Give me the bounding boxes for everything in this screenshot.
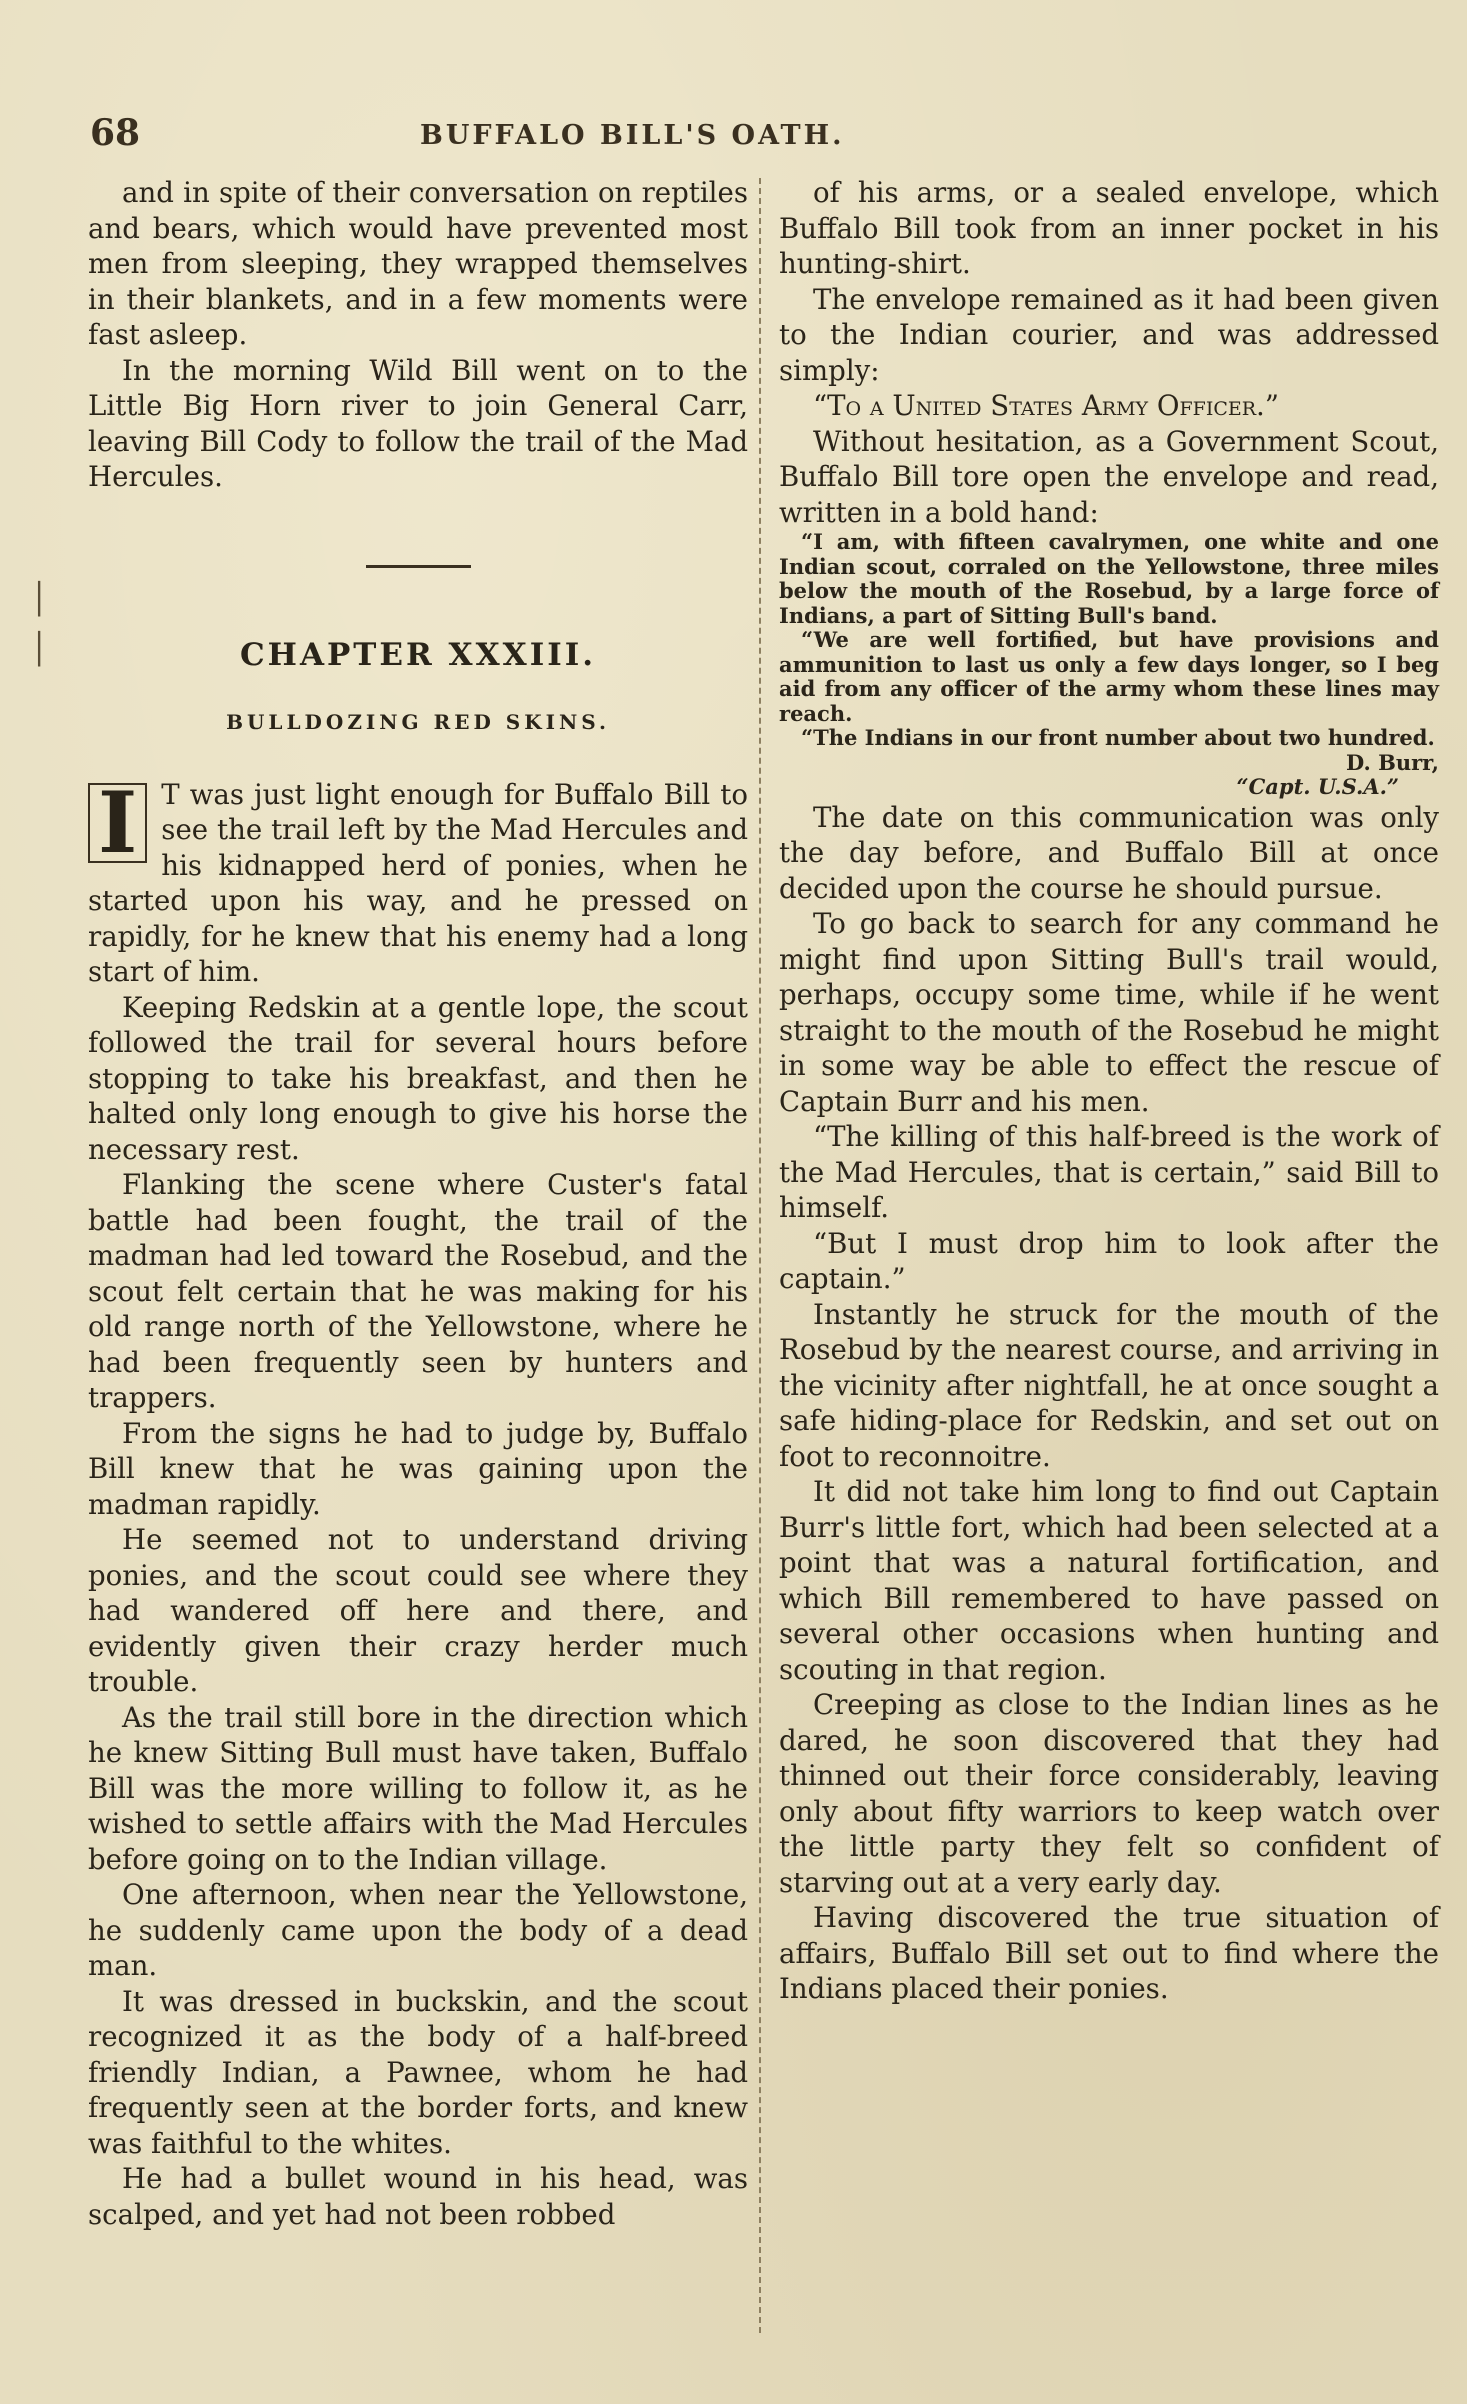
paragraph: He seemed not to understand driving ponies, and the scout could see where they had wandered off here and there, and evidently given their crazy herder much trouble. (88, 1523, 748, 1698)
paragraph: Keeping Redskin at a gentle lope, the scout followed the trail for several hours before stopping to take his breakfast, and then he halted only long enough to give his horse the necessary rest. (88, 990, 748, 1166)
right-paragraphs-mid (779, 424, 1439, 531)
paragraph: of his arms, or a sealed envelope, which Buffalo Bill took from an inner pocket in his hunting-shirt. (779, 176, 1439, 280)
signature-title: “Capt. U.S.A.” (1236, 774, 1399, 799)
paragraph: He had a bullet wound in his head, was scalped, and yet had not been robbed (88, 2162, 748, 2231)
margin-mark-bracket-top: │ (30, 582, 49, 617)
margin-mark-bracket-bottom: │ (30, 632, 49, 667)
page-number: 68 (90, 112, 141, 154)
paragraph: The envelope remained as it had been given to the Indian courier, and was addressed simply: (779, 282, 1439, 387)
letter-paragraph: “I am, with fifteen cavalrymen, one white and one Indian scout, corraled on the Yellowstone, three miles below the mouth of the Rosebud, by a large force of Indians, a part of Sitting Bull's band. (779, 529, 1439, 628)
paragraph: and in spite of their conversation on reptiles and bears, which would have prevented most men from sleeping, they wrapped themselves in their blankets, and in a few moments were fast asleep. (88, 176, 748, 351)
drop-cap: I (88, 783, 147, 863)
chapter-subtitle: BULLDOZING RED SKINS. (226, 710, 610, 734)
paragraph: It was dressed in buckskin, and the scout recognized it as the body of a half-breed friendly Indian, a Pawnee, whom he had frequently seen at the border forts, and knew was faithful to the whites. (88, 1984, 748, 2160)
paragraph: Without hesitation, as a Government Scout, Buffalo Bill tore open the envelope and read, written in a bold hand: (779, 424, 1439, 529)
paragraph: Creeping as close to the Indian lines as he dared, he soon discovered that they had thinned out their force considerably, leaving only about fifty warriors to keep watch over the little party they felt so confident of starving out at a very early day. (779, 1688, 1439, 1899)
page-header (90, 112, 1400, 152)
right-column (779, 175, 1439, 2007)
paragraph: Instantly he struck for the mouth of the Rosebud by the nearest course, and arriving in the vicinity after nightfall, he at once sought a safe hiding-place for Redskin, and set out on foot to reconnoitre. (779, 1297, 1439, 1473)
margin-marks (30, 575, 48, 675)
paragraph: Flanking the scene where Custer's fatal battle had been fought, the trail of the madman had led toward the Rosebud, and the scout felt certain that he was making for his old range north of the Yellowstone, where he had been frequently seen by hunters and trappers. (88, 1168, 748, 1414)
signature-name: D. Burr, (1345, 749, 1439, 775)
letter-paragraph: “We are well fortified, but have provisions and ammunition to last us only a few days longer, so I beg aid from any officer of the army whom these lines may reach. (779, 627, 1439, 726)
letter-signature-line (779, 751, 1439, 776)
chapter-first-paragraph (88, 772, 748, 990)
paragraph: To go back to search for any command he might find upon Sitting Bull's trail would, perhaps, occupy some time, while if he went straight to the mouth of the Rosebud he might in some way be able to effect the rescue of Captain Burr and his men. (779, 907, 1439, 1118)
chapter-rule (366, 565, 471, 568)
column-divider (759, 178, 762, 2333)
left-column (88, 175, 748, 2232)
letter-body (779, 530, 1439, 751)
right-paragraphs-before (779, 175, 1439, 388)
left-paragraphs-before (88, 175, 748, 495)
paragraph: The date on this communication was only the day before, and Buffalo Bill at once decided upon the course he should pursue. (779, 800, 1439, 905)
paragraph: One afternoon, when near the Yellowstone, he suddenly came upon the body of a dead man. (88, 1878, 748, 1982)
paragraph: From the signs he had to judge by, Buffalo Bill knew that he was gaining upon the madman rapidly. (88, 1416, 748, 1521)
letter-paragraph: “The Indians in our front number about two hundred. (801, 725, 1435, 750)
envelope-address: “To a United States Army Officer.” (813, 389, 1279, 422)
right-paragraphs-after (779, 800, 1439, 2007)
paragraph: In the morning Wild Bill went on to the Little Big Horn river to join General Carr, leaving Bill Cody to follow the trail of the Mad Hercules. (88, 353, 748, 493)
paragraph: It did not take him long to find out Captain Burr's little fort, which had been selected at a point that was a natural fortification, and which Bill remembered to have passed on several other occasions when hunting and scouting in that region. (779, 1475, 1439, 1686)
paragraph: Having discovered the true situation of affairs, Buffalo Bill set out to find where the Indians placed their ponies. (779, 1901, 1439, 2005)
left-paragraphs-after (88, 990, 748, 2233)
paragraph: As the trail still bore in the direction which he knew Sitting Bull must have taken, Buffalo Bill was the more willing to follow it, as he wished to settle affairs with the Mad Hercules before going on to the Indian village. (88, 1700, 748, 1876)
chapter-title: CHAPTER XXXIII. (239, 636, 597, 673)
paragraph: “But I must drop him to look after the captain.” (779, 1226, 1439, 1295)
paragraph: “The killing of this half-breed is the work of the Mad Hercules, that is certain,” said Bill to himself. (779, 1120, 1439, 1224)
letter-block (779, 530, 1439, 800)
first-paragraph-text: T was just light enough for Buffalo Bill to see the trail left by the Mad Hercules and his kidnapped herd of ponies, when he started upon his way, and he pressed on rapidly, for he knew that his enemy had a long start of him. (88, 777, 748, 988)
running-title: BUFFALO BILL'S OATH. (420, 120, 845, 151)
